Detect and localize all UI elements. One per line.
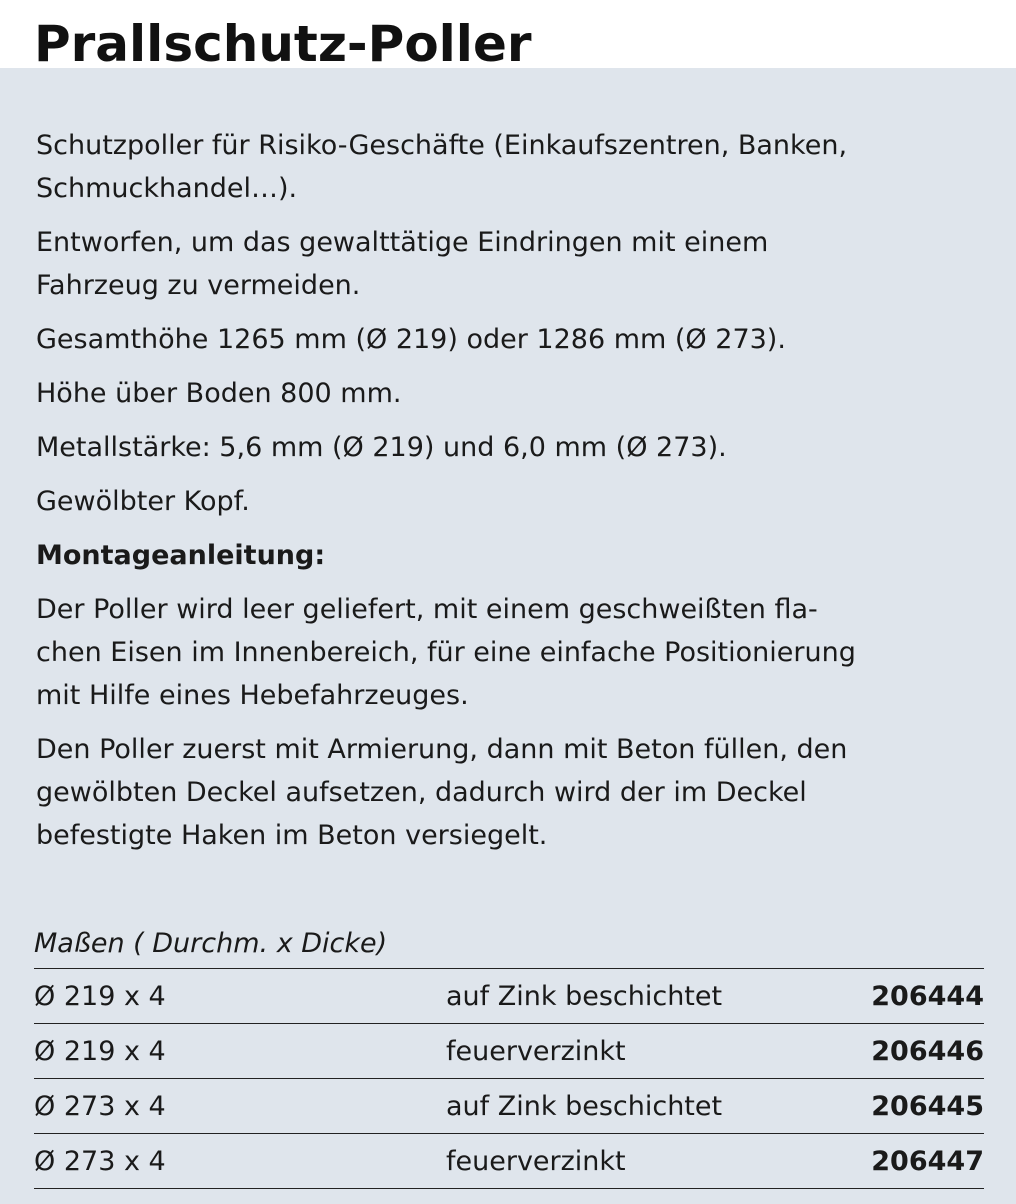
table-row <box>34 969 984 1024</box>
text-line: Gewölbter Kopf. <box>36 486 250 517</box>
total-height-paragraph <box>36 318 996 361</box>
table-caption: Maßen ( Durchm. x Dicke) <box>34 924 984 969</box>
mounting-paragraph <box>36 728 996 857</box>
size-cell: Ø 273 x 4 <box>34 1091 166 1122</box>
text-line: Fahrzeug zu vermeiden. <box>36 270 361 301</box>
text-line: befestigte Haken im Beton versiegelt. <box>36 820 548 851</box>
coating-cell: feuerverzinkt <box>446 1146 626 1177</box>
page-title: Prallschutz-Poller <box>34 15 532 73</box>
article-number-cell: 206445 <box>871 1091 984 1122</box>
mounting-paragraph <box>36 588 996 717</box>
description-block <box>36 124 996 868</box>
article-number-cell: 206447 <box>871 1146 984 1177</box>
text-line: Gesamthöhe 1265 mm (Ø 219) oder 1286 mm (Ø 273). <box>36 324 786 355</box>
height-above-ground-paragraph <box>36 372 996 415</box>
intro-paragraph <box>36 124 996 210</box>
table-row <box>34 1079 984 1134</box>
coating-cell: feuerverzinkt <box>446 1036 626 1067</box>
size-cell: Ø 273 x 4 <box>34 1146 166 1177</box>
text-line: gewölbten Deckel aufsetzen, dadurch wird der im Deckel <box>36 777 807 808</box>
text-line: Den Poller zuerst mit Armierung, dann mit Beton füllen, den <box>36 734 848 765</box>
size-cell: Ø 219 x 4 <box>34 1036 166 1067</box>
size-cell: Ø 219 x 4 <box>34 981 166 1012</box>
mounting-heading: Montageanleitung: <box>36 540 326 571</box>
text-line: Der Poller wird leer geliefert, mit einem geschweißten fla- <box>36 594 818 625</box>
text-line: Entworfen, um das gewalttätige Eindringen mit einem <box>36 227 769 258</box>
dimensions-table <box>34 924 984 1189</box>
table-row <box>34 1134 984 1189</box>
text-line: Metallstärke: 5,6 mm (Ø 219) und 6,0 mm (Ø 273). <box>36 432 727 463</box>
purpose-paragraph <box>36 221 996 307</box>
text-line: mit Hilfe eines Hebefahrzeuges. <box>36 680 469 711</box>
coating-cell: auf Zink beschichtet <box>446 1091 723 1122</box>
article-number-cell: 206444 <box>871 981 984 1012</box>
coating-cell: auf Zink beschichtet <box>446 981 723 1012</box>
article-number-cell: 206446 <box>871 1036 984 1067</box>
metal-thickness-paragraph <box>36 426 996 469</box>
table-row <box>34 1024 984 1079</box>
text-line: Schutzpoller für Risiko-Geschäfte (Einkaufszentren, Banken, <box>36 130 848 161</box>
head-shape-paragraph <box>36 480 996 523</box>
text-line: chen Eisen im Innenbereich, für eine einfache Positionierung <box>36 637 856 668</box>
text-line: Schmuckhandel…). <box>36 173 298 204</box>
text-line: Höhe über Boden 800 mm. <box>36 378 402 409</box>
